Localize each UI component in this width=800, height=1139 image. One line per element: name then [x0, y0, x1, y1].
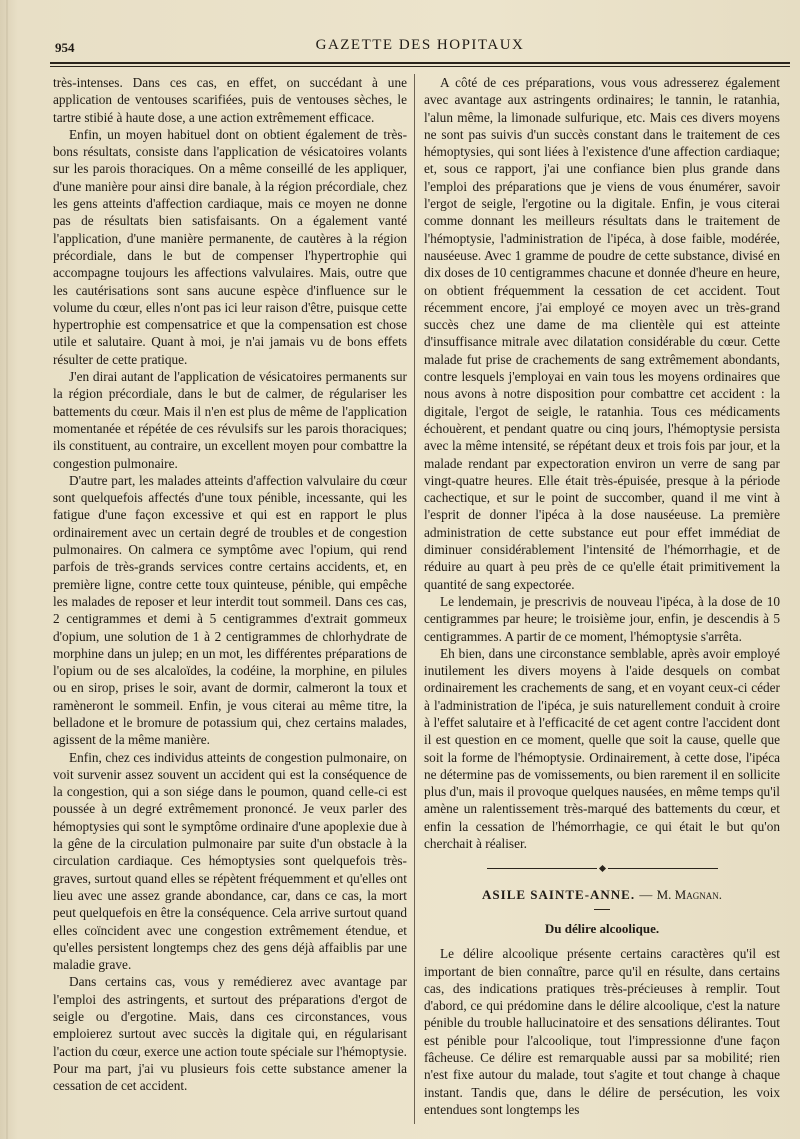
header-rule-thick: [50, 62, 790, 64]
left-column: [53, 74, 407, 1095]
paragraph: Enfin, chez ces individus atteints de congestion pulmonaire, on voit survenir assez souvent un accident qui est la conséquence de la congestion, qui a son siége dans le poumon, quand celle-ci est poussée à un degré extrêmement prononcé. Je veux parler des hémoptysies qui sont le symptôme ordinaire d'une apoplexie due à la gêne de la circulation pulmonaire par suite d'un obstacle à la circulation cardiaque. Ces hémoptysies sont quelquefois très-graves, surtout quand elles se répètent fréquemment et qu'elles ont lieu avec une assez grande abondance, car, dans ce cas, la mort peut quelquefois en être la conséquence. Cela arrive surtout quand elles coïncident avec une congestion extrêmement étendue, et qu'elles persistent longtemps chez des gens déjà affaiblis par une maladie grave.: [53, 749, 407, 973]
section-subtitle: Du délire alcoolique.: [544, 920, 660, 936]
paragraph: très-intenses. Dans ces cas, en effet, on succédant à une application de ventouses scarifiées, puis de ventouses sèches, le tartre stibié à haute dose, a une action extrêmement efficace.: [53, 75, 407, 125]
section-text: [424, 945, 780, 1118]
column-divider: [414, 74, 415, 1124]
paragraph: Le lendemain, je prescrivis de nouveau l'ipéca, à la dose de 10 centigrammes par heure; le troisième jour, enfin, je descendis à 5 centigrammes. A partir de ce moment, l'hémoptysie s'arrêta.: [424, 593, 780, 644]
separator-line: [487, 868, 597, 869]
page-edge-shadow: [6, 0, 8, 1139]
paragraph: Enfin, un moyen habituel dont on obtient également de très-bons résultats, consiste dans l'application de vésicatoires volants sur les parois thoraciques. On a même conseillé de les appliquer, d'une manière pour ainsi dire banale, à la région précordiale, chez les gens atteints d'affection cardiaque, mais ce moyen ne donne pas de résultats bien satisfaisants. On a également vanté l'application, d'une manière permanente, de cautères à la région précordiale, dans le but de compenser l'hypertrophie qui accompagne toujours les affections valvulaires. Mais, outre que les cautérisations sont sans aucune espèce d'influence sur le volume du cœur, elles n'ont pas ici leur raison d'être, puisque cette hypertrophie est compensatrice et que la compensation est chose utile et salutaire. Quant à moi, je n'ai jamais vu de bons effets résulter de cette pratique.: [53, 126, 407, 367]
paragraph: Eh bien, dans une circonstance semblable, après avoir employé inutilement les divers moyens à l'aide desquels on combat ordinairement les crachements de sang, et en voyant ceux-ci céder à l'administration de l'ipéca, je suis naturellement conduit à croire à l'effet salutaire et à l'efficacité de cet agent contre l'accident dont il est question en ce moment, quelle que soit la cause, quelle que soit la forme de l'hémoptysie. Ordinairement, à cette dose, l'ipéca ne détermine pas de vomissements, ou bien rarement il en sollicite plus d'un, mais il provoque quelques nausées, en même temps qu'il amène un ralentissement très-marqué des battements du cœur, et enfin la cessation de l'hémorrhagie, ce qui était le but qu'on cherchait à réaliser.: [424, 645, 780, 852]
journal-title: GAZETTE DES HOPITAUX: [315, 37, 525, 53]
page-header: [50, 33, 790, 59]
paragraph: Le délire alcoolique présente certains caractères qu'il est important de bien connaître, parce qu'il en résulte, dans certains cas, des indications pratiques très-précieuses à remplir. Tout d'abord, ce qui prédomine dans le délire alcoolique, c'est la nature pénible du trouble hallucinatoire et des sensations délirantes. Tout est pénible pour l'alcoolique, tout l'impressionne d'une façon fâcheuse. Ce délire est remarquable aussi par sa mobilité; rien n'est fixe autour du malade, tout s'agite et tout change à chaque instant. Tandis que, dans le délire de persécution, les voix entendues sont longtemps les: [424, 946, 780, 1117]
section-author: M. Magnan.: [656, 886, 722, 902]
right-column-text: [424, 74, 780, 852]
section-heading: [424, 886, 780, 903]
paragraph: J'en dirai autant de l'application de vésicatoires permanents sur la région précordiale, dans le but de calmer, de régulariser les battements du cœur. Mais il n'en est plus de même de l'application momentanée et répétée de ces révulsifs sur les parois thoraciques; ils constituent, au contraire, un excellent moyen pour combattre la congestion pulmonaire.: [53, 369, 407, 471]
section-title: ASILE SAINTE-ANNE.: [482, 886, 636, 902]
right-column: [424, 74, 780, 1118]
page-number: 954: [55, 40, 75, 55]
paragraph: D'autre part, les malades atteints d'affection valvulaire du cœur sont quelquefois affectés d'une toux pénible, incessante, qui les fatigue d'une façon excessive et qui est en rapport le plus ordinairement avec un certain degré de troubles et de congestion pulmonaires. On calmera ce symptôme avec l'opium, qui rend parfois de très-grands services contre certains accidents, et, en première ligne, contre cette toux quinteuse, pénible, qui empêche les malades de reposer et leur interdit tout sommeil. Dans ces cas, 2 centigrammes et demi à 5 centigrammes d'extrait gommeux d'opium, une solution de 1 à 2 centigrammes de chlorhydrate de morphine dans un julep; en un mot, les différentes préparations de l'opium ou de ses alcaloïdes, la codéine, la morphine, en pilules ou en sirop, prises le soir, avant de dormir, calmeront la toux et ramèneront le sommeil. Enfin, je vous citerai au même titre, la belladone et le bromure de potassium qui, chez certains malades, agissent de la même manière.: [53, 472, 407, 748]
section-dash: —: [639, 886, 653, 902]
article-separator: [424, 860, 780, 877]
separator-line: [608, 868, 718, 869]
heading-rule: [594, 909, 610, 910]
paragraph: A côté de ces préparations, vous vous adresserez également avec avantage aux astringents ordinaires; le tannin, le ratanhia, l'alun même, la limonade sulfurique, etc. Mais ces divers moyens ne sont pas suivis d'un succès constant dans le traitement de ces hémoptysies, qui sont liées à l'existence d'une affection cardiaque; et, sous ce rapport, j'ai une confiance bien plus grande dans l'emploi des préparations que je viens de vous énumérer, savoir l'ergot de seigle, l'ergotine ou la digitale. Enfin, je vous citerai comme donnant les meilleurs résultats dans le traitement de l'hémoptysie, l'administration de l'ipéca, à dose faible, modérée, nauséeuse. Avec 1 gramme de poudre de cette substance, divisé en dix doses de 10 centigrammes chacune et donnée d'heure en heure, on obtient fréquemment la cessation de cet accident. Tout récemment encore, j'ai employé ce moyen avec un très-grand succès chez une dame de ma clientèle qui est atteinte d'insuffisance mitrale avec dilatation considérable du cœur. Cette malade fut prise de crachements de sang extrêmement abondants, contre lesquels j'employai en vain tous les moyens ordinaires que nous avons à notre disposition pour combattre cet accident : la digitale, l'ergot de seigle, le ratanhia. Tous ces médicaments échouèrent, et pendant quatre ou cinq jours, l'hémoptysie persista avec la même intensité, se répétant deux et trois fois par jour, et la malade rendant par expectoration environ un verre de sang par vingt-quatre heures. Elle était très-épuisée, presque à la période cachectique, et sur le point de succomber, quand il me vint à l'esprit de donner l'ipéca à la dose nauséeuse. La première administration de cette substance eut pour effet immédiat de diminuer considérablement l'intensité de l'hémorrhagie, et de réduire au quart à peu près de ce qu'elle était primitivement la quantité de sang expectorée.: [424, 75, 780, 592]
header-rule-thin: [50, 66, 790, 67]
paragraph: Dans certains cas, vous y remédierez avec avantage par l'emploi des astringents, et surtout des préparations d'ergot de seigle ou d'ergotine. Mais, dans ces circonstances, vous emploierez surtout avec succès la digitale qui, en régularisant l'action du cœur, exerce une action toute spéciale sur l'hémoptysie. Pour ma part, j'ai vu plusieurs fois cette substance amener la cessation de cet accident.: [53, 974, 407, 1094]
separator-ornament: [598, 865, 605, 872]
